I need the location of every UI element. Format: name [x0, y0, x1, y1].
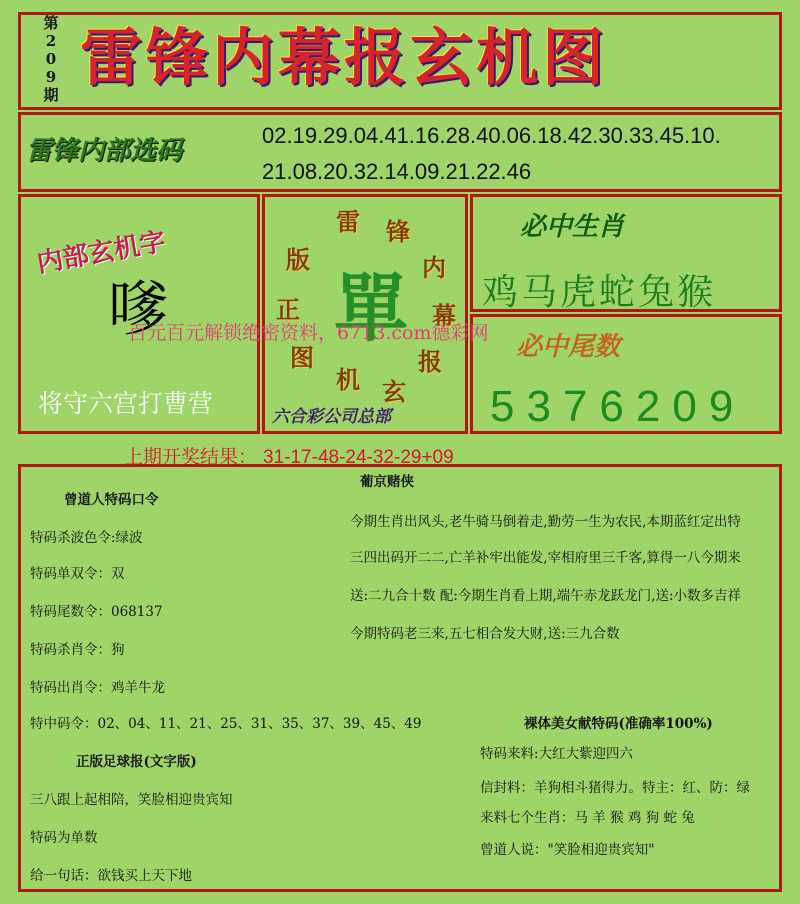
numbers-line: 21.08.20.32.14.09.21.22.46: [262, 159, 532, 184]
riddle-character: 嗲: [108, 275, 168, 345]
riddle-title: 内部玄机字: [34, 226, 169, 280]
tail-digits: 5376209: [490, 382, 746, 431]
last-result: [124, 442, 454, 469]
poem-line: 今期特码老三来,五七相合发大财,送:三九合数: [350, 626, 620, 642]
center-character: 單: [334, 266, 408, 352]
numbers-line: 02.19.29.04.41.16.28.40.06.18.42.30.33.45.10.: [262, 123, 721, 148]
circle-char: 版: [286, 245, 310, 274]
right-section-title: 裸体美女献特码(准确率100%): [524, 716, 713, 732]
poem-line: 今期生肖出风头,老牛骑马倒着走,勤劳一生为农民,本期蓝红定出特: [350, 514, 741, 530]
right-item: 曾道人说："笑脸相迎贵宾知": [480, 842, 655, 858]
poem-line: 送:二九合十数 配:今期生肖看上期,端午赤龙跃龙门,送:小数多吉祥: [350, 588, 742, 604]
left-section2-title: 正版足球报(文字版): [76, 754, 197, 770]
circle-char: 幕: [432, 301, 456, 330]
circle-char: 正: [276, 295, 300, 324]
zodiac-title: 必中生肖: [520, 212, 625, 242]
issue-char: 9: [45, 68, 57, 86]
circle-char: 锋: [386, 217, 410, 246]
left-item2: 特码为单数: [30, 830, 98, 846]
tail-title: 必中尾数: [516, 332, 621, 362]
left-section-title: 曾道人特码口令: [64, 492, 159, 508]
last-result-label: 上期开奖结果：: [124, 447, 258, 468]
zodiac-animals: 鸡马虎蛇兔猴: [482, 272, 717, 313]
riddle-text: 将守六宫打曹营: [38, 389, 214, 418]
issue-char: 期: [43, 86, 59, 104]
bottom-header: 葡京赌侠: [360, 474, 414, 490]
left-item2: 给一句话：欲钱买上天下地: [30, 868, 192, 884]
right-item: 信封料：羊狗相斗猪得力。特主：红、防：绿: [480, 780, 750, 796]
last-result-value: 31-17-48-24-32-29+09: [263, 447, 454, 468]
watermark: 百元百元解锁绝密资料，6713.com德彩网: [128, 322, 489, 344]
left-item: 特码出肖令：鸡羊牛龙: [30, 680, 165, 696]
circle-char: 报: [418, 347, 442, 376]
issue-char: 2: [45, 32, 57, 50]
numbers-title: 雷锋内部选码: [26, 136, 183, 166]
left-item: 特码尾数令：068137: [30, 604, 163, 620]
right-item: 来料七个生肖：马 羊 猴 鸡 狗 蛇 兔: [480, 810, 695, 826]
issue-number: [40, 14, 62, 104]
circle-char: 玄: [382, 377, 406, 406]
left-item: 特码杀肖令：狗: [30, 642, 125, 658]
circle-char: 机: [336, 365, 360, 394]
circle-char: 雷: [336, 207, 360, 236]
left-item: 特码杀波色令:绿波: [30, 530, 143, 546]
left-item: 特码单双令：双: [30, 566, 125, 582]
company-label: 六合彩公司总部: [272, 407, 391, 427]
right-item: 特码来料:大红大紫迎四六: [480, 746, 634, 762]
circle-char: 图: [290, 343, 314, 372]
poem-line: 三四出码开二二,亡羊补牢出能发,宰相府里三千客,算得一八今期来: [350, 550, 741, 566]
circle-char: 内: [422, 253, 446, 282]
left-item: 特中码令：02、04、11、21、25、31、35、37、39、45、49: [30, 716, 422, 732]
page-title: 雷锋内幕报玄机图: [80, 21, 609, 94]
numbers-list: [262, 118, 782, 190]
left-item2: 三八跟上起相陪，笑脸相迎贵宾知: [30, 792, 233, 808]
issue-char: 第: [43, 14, 59, 32]
issue-char: 0: [45, 50, 57, 68]
